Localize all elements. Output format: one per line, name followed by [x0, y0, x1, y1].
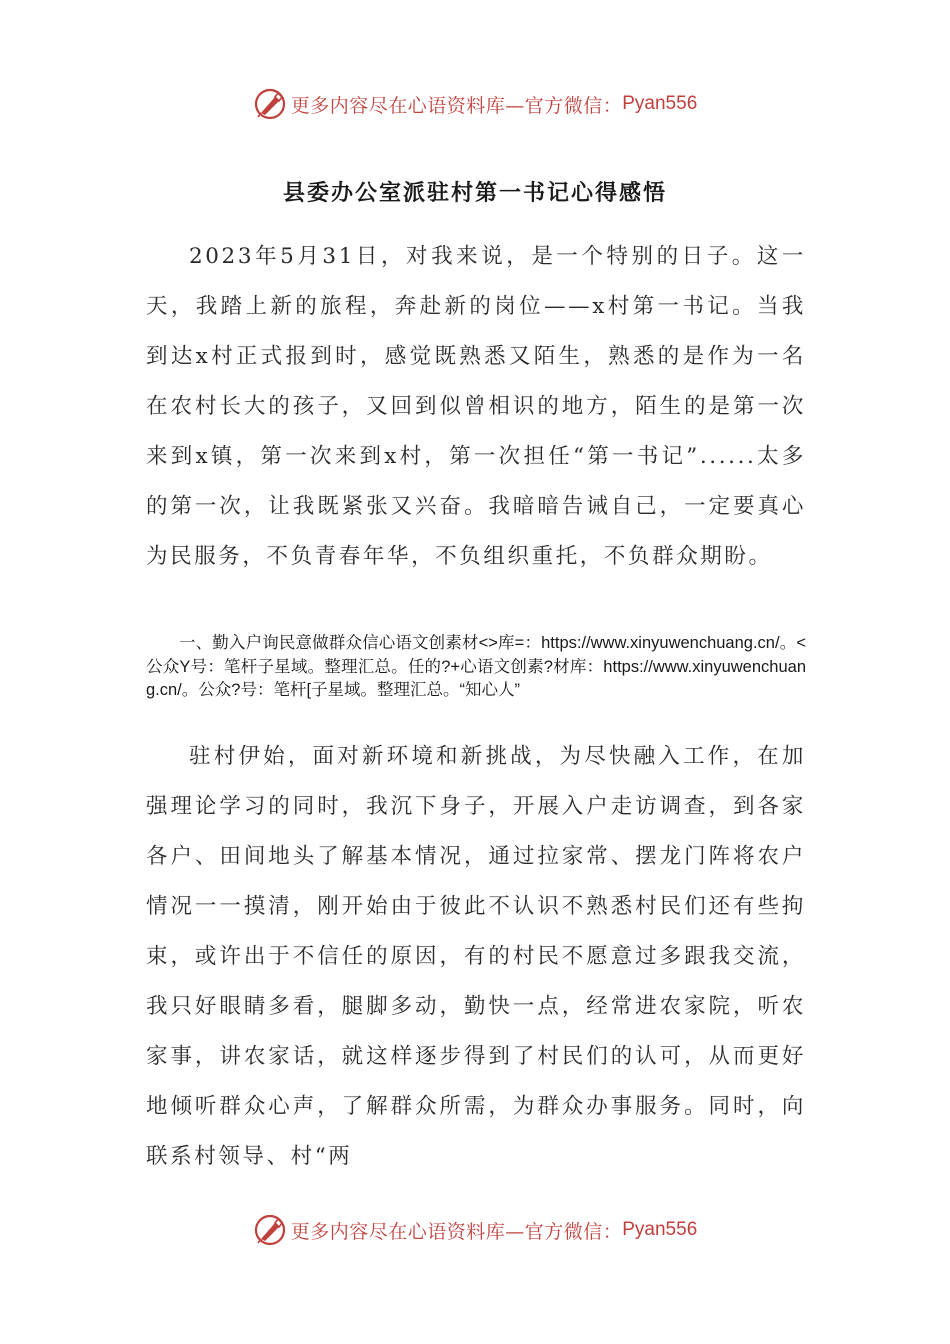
- paragraph-1: 2023年5月31日，对我来说，是一个特别的日子。这一天，我踏上新的旅程，奔赴新的岗位——x村第一书记。当我到达x村正式报到时，感觉既熟悉又陌生，熟悉的是作为一名在农村长大的孩子，又回到似曾相识的地方，陌生的是第一次来到x镇，第一次来到x村，第一次担任“第一书记”......太多的第一次，让我既紧张又兴奋。我暗暗告诫自己，一定要真心为民服务，不负青春年华，不负组织重托，不负群众期盼。: [146, 244, 806, 569]
- document-title: 县委办公室派驻村第一书记心得感悟: [282, 181, 667, 206]
- section-heading-note: 一、勤入户询民意做群众信心语文创素材<>库=：https://www.xinyuwenchuang.cn/。<公众Y号：笔杆子星域。整理汇总。任的?+心语文创素?材库：https://www.xinyuwenchuang.cn/。公众?号：笔杆[子星域。整理汇总。“知心人”: [146, 634, 806, 699]
- footer-watermark-banner: [0, 1210, 950, 1250]
- banner-text: 更多内容尽在心语资料库—官方微信：: [290, 1220, 623, 1243]
- paragraph-2: 驻村伊始，面对新环境和新挑战，为尽快融入工作，在加强理论学习的同时，我沉下身子，开展入户走访调查，到各家各户、田间地头了解基本情况，通过拉家常、摆龙门阵将农户情况一一摸清，刚开始由于彼此不认识不熟悉村民们还有些拘束，或许出于不信任的原因，有的村民不愿意过多跟我交流，我只好眼睛多看，腿脚多动，勤快一点，经常进农家院，听农家事，讲农家话，就这样逐步得到了村民们的认可，从而更好地倾听群众心声，了解群众所需，为群众办事服务。同时，向联系村领导、村“两: [146, 744, 806, 1169]
- banner-wechat-id: Pyan556: [622, 93, 698, 114]
- banner-text: 更多内容尽在心语资料库—官方微信：: [290, 94, 623, 117]
- banner-wechat-id: Pyan556: [622, 1219, 698, 1240]
- pen-nib-logo-icon: [253, 1213, 287, 1247]
- header-watermark-banner: [0, 84, 950, 124]
- pen-nib-logo-icon: [253, 87, 287, 121]
